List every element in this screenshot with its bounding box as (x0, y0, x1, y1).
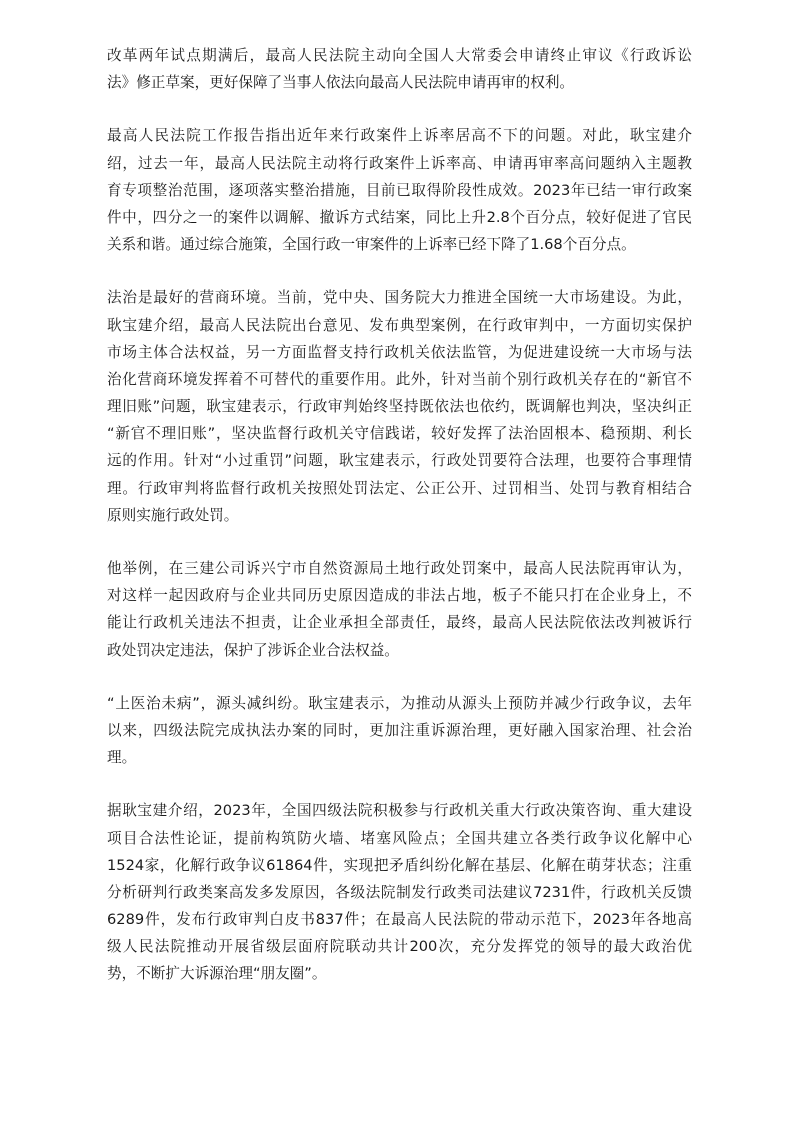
text-line: 治化营商环境发挥着不可替代的重要作用。此外，针对当前个别行政机关存在的“新官不 (107, 370, 692, 388)
text-line: 项目合法性论证，提前构筑防火墙、堵塞风险点；全国共建立各类行政争议化解中心 (107, 829, 692, 847)
text-line: 育专项整治范围，逐项落实整治措施，目前已取得阶段性成效。2023年已结一审行政案 (107, 181, 692, 199)
paragraph-5 (107, 690, 692, 772)
text-line: 分析研判行政类案高发多发原因，各级法院制发行政类司法建议7231件，行政机关反馈 (107, 883, 692, 901)
article-body (107, 42, 692, 1014)
paragraph-1 (107, 42, 692, 96)
text-line: 理。 (107, 749, 137, 767)
text-line: 件中，四分之一的案件以调解、撤诉方式结案，同比上升2.8个百分点，较好促进了官民 (107, 208, 692, 226)
text-line: 理。行政审判将监督行政机关按照处罚法定、公正公开、过罚相当、处罚与教育相结合 (107, 479, 692, 497)
paragraph-6 (107, 797, 692, 987)
text-line: 关系和谐。通过综合施策，全国行政一审案件的上诉率已经下降了1.68个百分点。 (107, 236, 636, 254)
text-line: 绍，过去一年，最高人民法院主动将行政案件上诉率高、申请再审率高问题纳入主题教 (107, 154, 692, 172)
text-line: 最高人民法院工作报告指出近年来行政案件上诉率居高不下的问题。对此，耿宝建介 (107, 127, 692, 145)
text-line: 市场主体合法权益，另一方面监督支持行政机关依法监管，为促进建设统一大市场与法 (107, 343, 692, 361)
paragraph-3 (107, 284, 692, 529)
text-line: “新官不理旧账”，坚决监督行政机关守信践诺，较好发挥了法治固根本、稳预期、利长 (107, 425, 692, 443)
text-line: 法治是最好的营商环境。当前，党中央、国务院大力推进全国统一大市场建设。为此， (107, 289, 692, 307)
text-line: 理旧账”问题，耿宝建表示，行政审判始终坚持既依法也依约，既调解也判决，坚决纠正 (107, 398, 692, 416)
paragraph-2 (107, 122, 692, 258)
text-line: 耿宝建介绍，最高人民法院出台意见、发布典型案例，在行政审判中，一方面切实保护 (107, 316, 692, 334)
text-line: 能让行政机关违法不担责，让企业承担全部责任，最终，最高人民法院依法改判被诉行 (107, 614, 692, 632)
text-line: 法》修正草案，更好保障了当事人依法向最高人民法院申请再审的权利。 (107, 74, 575, 92)
text-line: 1524家，化解行政争议61864件，实现把矛盾纠纷化解在基层、化解在萌芽状态；注重 (107, 856, 692, 874)
text-line: 远的作用。针对“小过重罚”问题，耿宝建表示，行政处罚要符合法理，也要符合事理情 (107, 452, 692, 470)
paragraph-4 (107, 555, 692, 664)
text-line: 政处罚决定违法，保护了涉诉企业合法权益。 (107, 641, 399, 659)
text-line: 原则实施行政处罚。 (107, 506, 239, 524)
text-line: 级人民法院推动开展省级层面府院联动共计200次，充分发挥党的领导的最大政治优 (107, 938, 692, 956)
text-line: 以来，四级法院完成执法办案的同时，更加注重诉源治理，更好融入国家治理、社会治 (107, 721, 692, 739)
text-line: 他举例，在三建公司诉兴宁市自然资源局土地行政处罚案中，最高人民法院再审认为， (107, 560, 692, 577)
text-line: 据耿宝建介绍，2023年，全国四级法院积极参与行政机关重大行政决策咨询、重大建设 (107, 802, 692, 820)
text-line: 势，不断扩大诉源治理“朋友圈”。 (107, 965, 327, 983)
text-line: 对这样一起因政府与企业共同历史原因造成的非法占地，板子不能只打在企业身上，不 (107, 587, 692, 605)
text-line: 6289件，发布行政审判白皮书837件；在最高人民法院的带动示范下，2023年各地高 (107, 911, 692, 929)
text-line: “上医治未病”，源头减纠纷。耿宝建表示，为推动从源头上预防并减少行政争议，去年 (107, 694, 692, 712)
text-line: 改革两年试点期满后，最高人民法院主动向全国人大常委会申请终止审议《行政诉讼 (107, 47, 692, 64)
